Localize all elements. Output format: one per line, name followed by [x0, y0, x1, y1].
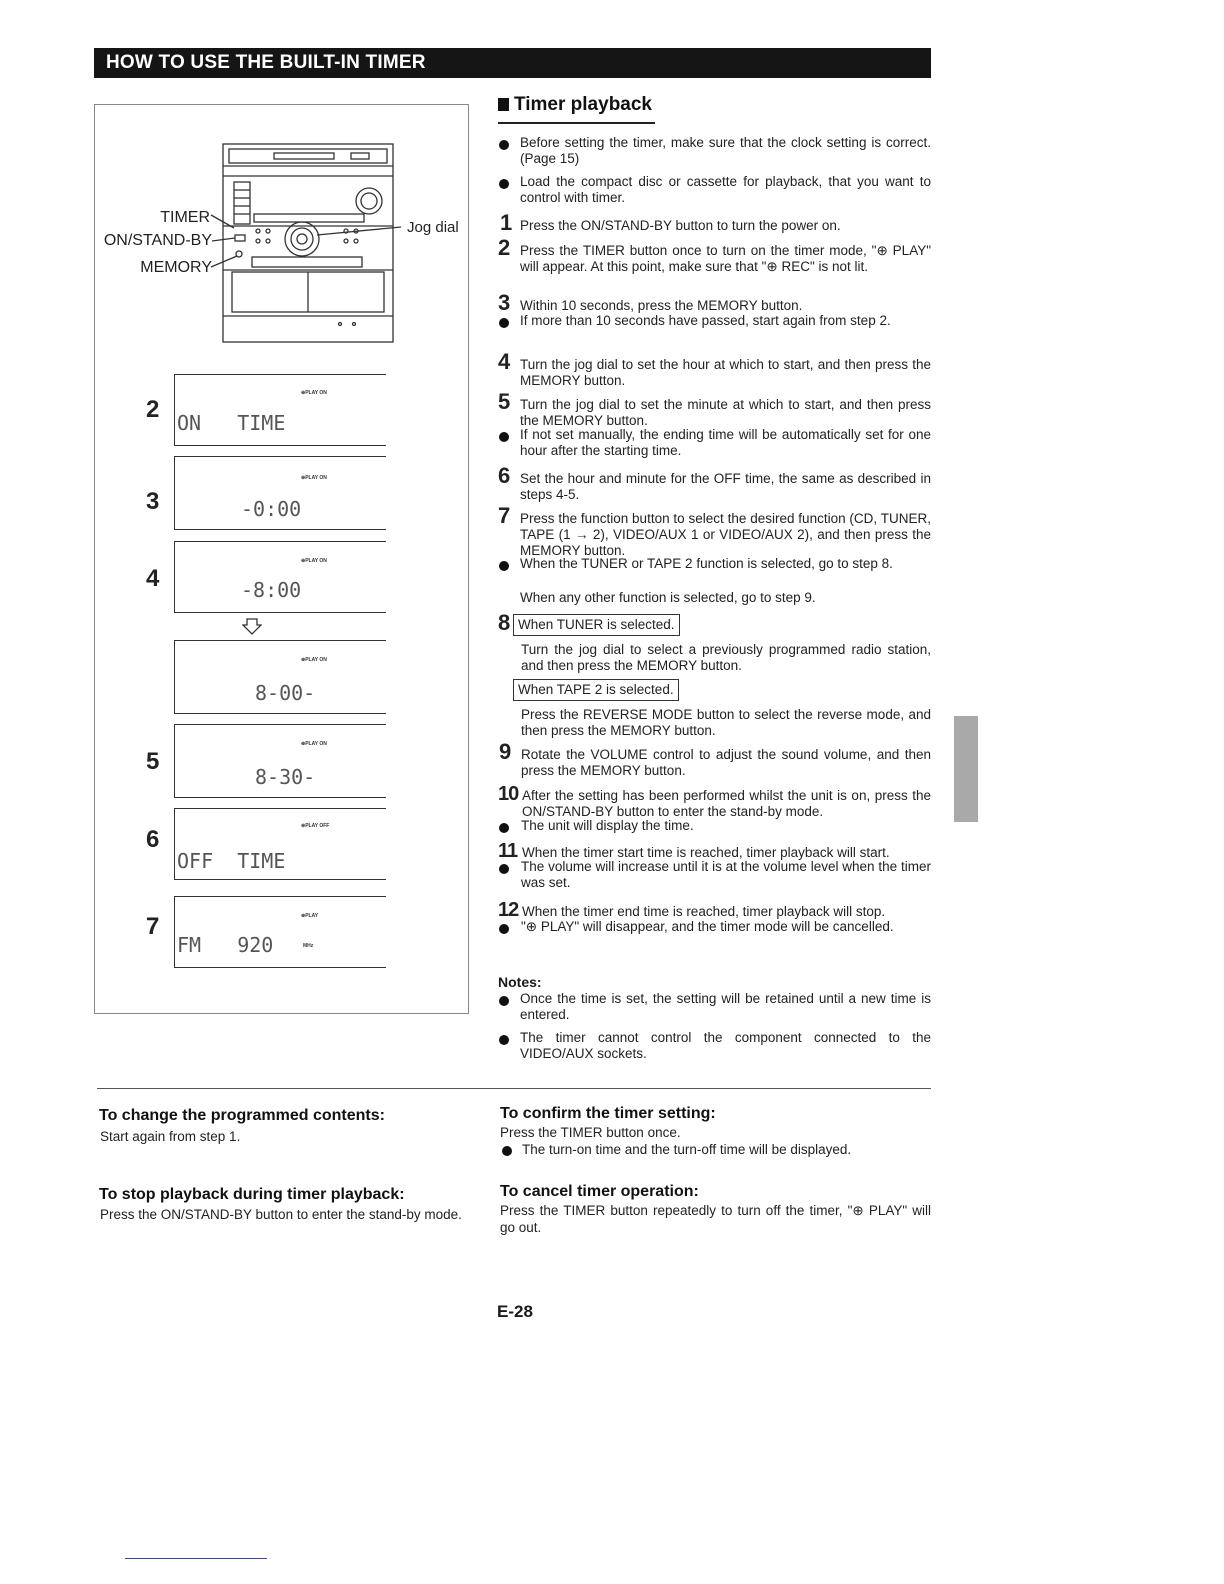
step-text: Press the REVERSE MODE button to select the reverse mode, and then press the MEMORY button. [521, 707, 931, 738]
lcd-indicator: ⊕PLAY ON [301, 558, 327, 564]
stop-playback-heading: To stop playback during timer playback: [99, 1186, 405, 1203]
bottom-rule [125, 1558, 267, 1559]
title-underline [498, 122, 655, 124]
bullet-dot-icon [499, 996, 509, 1006]
change-contents-text: Start again from step 1. [100, 1129, 241, 1144]
step-number: 12 [498, 899, 519, 921]
lcd-display [174, 374, 386, 446]
step-text: When any other function is selected, go to step 9. [520, 590, 816, 605]
bullet-dot-icon [499, 864, 509, 874]
timer-label: TIMER [160, 209, 210, 226]
step-number: 9 [499, 739, 512, 764]
jog-dial-label: Jog dial [407, 219, 459, 236]
condition-box: When TUNER is selected. [513, 614, 680, 636]
step-number: 11 [498, 840, 518, 862]
memory-label: MEMORY [140, 259, 212, 276]
cancel-timer-heading: To cancel timer operation: [500, 1183, 699, 1200]
step-bullet: "⊕ PLAY" will disappear, and the timer mode will be cancelled. [521, 919, 894, 934]
lcd-text: ON TIME [177, 411, 286, 435]
step-bullet: The volume will increase until it is at the volume level when the timer was set. [521, 859, 931, 890]
page-number: E-28 [497, 1302, 533, 1321]
lcd-indicator: ⊕PLAY [301, 913, 319, 919]
section-header-bar [94, 48, 931, 78]
notes-title: Notes: [498, 974, 542, 990]
display-step-number: 7 [146, 913, 160, 940]
lcd-indicator: ⊕PLAY ON [301, 390, 327, 396]
step-bullet: If more than 10 seconds have passed, start again from step 2. [520, 313, 891, 328]
lcd-text: 8-30- [255, 765, 316, 789]
section-title-text: Timer playback [514, 94, 653, 115]
condition-box: When TAPE 2 is selected. [513, 679, 679, 701]
step-number: 10 [498, 783, 519, 805]
lcd-text: -8:00 [241, 578, 302, 602]
confirm-setting-bullet: The turn-on time and the turn-off time will be displayed. [522, 1142, 852, 1157]
lcd-text: -0:00 [241, 497, 302, 521]
step-number: 1 [500, 210, 513, 235]
lcd-indicator: ⊕PLAY ON [301, 475, 327, 481]
lcd-unit: MHz [303, 943, 314, 949]
step-bullet: The unit will display the time. [521, 818, 694, 833]
note-item: Once the time is set, the setting will be retained until a new time is entered. [520, 991, 931, 1022]
step-number: 8 [498, 610, 511, 635]
step-bullet: When the TUNER or TAPE 2 function is selected, go to step 8. [520, 556, 893, 571]
step-number: 4 [498, 349, 511, 374]
step-text: Within 10 seconds, press the MEMORY button. [520, 298, 803, 313]
lcd-display [174, 808, 386, 880]
step-number: 5 [498, 389, 511, 414]
display-step-number: 2 [146, 396, 160, 423]
step-number: 6 [498, 463, 511, 488]
step-number: 2 [498, 235, 511, 260]
note-item: The timer cannot control the component connected to the VIDEO/AUX sockets. [520, 1030, 931, 1061]
step-text: Turn the jog dial to select a previously programmed radio station, and then press the MEMORY button. [521, 642, 931, 673]
section-header-title: HOW TO USE THE BUILT-IN TIMER [106, 52, 426, 73]
step-text: Turn the jog dial to set the minute at which to start, and then press the MEMORY button. [520, 397, 931, 428]
display-step-number: 4 [146, 565, 160, 592]
step-text: Press the ON/STAND-BY button to turn the power on. [520, 218, 841, 233]
change-contents-heading: To change the programmed contents: [99, 1107, 385, 1124]
section-title [498, 94, 652, 116]
section-divider [97, 1088, 931, 1089]
step-number: 3 [498, 290, 511, 315]
lcd-text: OFF TIME [177, 849, 286, 873]
step-text: Turn the jog dial to set the hour at which to start, and then press the MEMORY button. [520, 357, 931, 388]
side-tab-marker [954, 716, 978, 822]
cancel-timer-text: Press the TIMER button repeatedly to turn off the timer, "⊕ PLAY" will go out. [500, 1203, 931, 1235]
lcd-indicator: ⊕PLAY ON [301, 741, 327, 747]
bullet-dot-icon [499, 140, 509, 150]
step-text: When the timer start time is reached, timer playback will start. [522, 845, 890, 860]
lcd-display [174, 896, 386, 968]
lcd-text: FM 920 [177, 933, 274, 957]
lcd-display [174, 724, 386, 798]
confirm-setting-heading: To confirm the timer setting: [500, 1105, 716, 1122]
square-bullet-icon [498, 98, 509, 111]
on-standby-label: ON/STAND-BY [103, 232, 212, 249]
step-text: After the setting has been performed whilst the unit is on, press the ON/STAND-BY button to enter the stand-by mode. [522, 788, 931, 819]
lcd-display [174, 541, 386, 613]
step-text: Press the TIMER button once to turn on the timer mode, "⊕ PLAY" will appear. At this point, make sure that "⊕ REC" is not lit. [520, 243, 931, 274]
bullet-dot-icon [499, 823, 509, 833]
down-arrow-icon [242, 618, 262, 636]
step-text: Press the function button to select the desired function (CD, TUNER, TAPE (1 → 2), VIDEO/AUX 1 or VIDEO/AUX 2), and then press the MEMORY button. [520, 511, 931, 558]
stop-playback-text: Press the ON/STAND-BY button to enter the stand-by mode. [100, 1207, 462, 1222]
lcd-text: 8-00- [255, 681, 316, 705]
bullet-dot-icon [499, 318, 509, 328]
intro-bullet: Before setting the timer, make sure that the clock setting is correct. (Page 15) [520, 135, 931, 166]
display-step-number: 3 [146, 488, 160, 515]
lcd-display [174, 640, 386, 714]
display-step-number: 6 [146, 826, 160, 853]
step-text: Set the hour and minute for the OFF time, the same as described in steps 4-5. [520, 471, 931, 502]
bullet-dot-icon [499, 432, 509, 442]
step-text: When the timer end time is reached, timer playback will stop. [522, 904, 886, 919]
bullet-dot-icon [499, 1035, 509, 1045]
bullet-dot-icon [499, 561, 509, 571]
bullet-dot-icon [499, 924, 509, 934]
display-step-number: 5 [146, 748, 160, 775]
intro-bullet: Load the compact disc or cassette for playback, that you want to control with timer. [520, 174, 931, 205]
step-text: Rotate the VOLUME control to adjust the sound volume, and then press the MEMORY button. [521, 747, 931, 778]
step-bullet: If not set manually, the ending time will be automatically set for one hour after the starting time. [520, 427, 931, 458]
lcd-indicator: ⊕PLAY OFF [301, 823, 330, 829]
lcd-indicator: ⊕PLAY ON [301, 657, 327, 663]
confirm-setting-text: Press the TIMER button once. [500, 1125, 681, 1140]
bullet-dot-icon [499, 179, 509, 189]
step-number: 7 [498, 503, 511, 528]
bullet-dot-icon [502, 1146, 512, 1156]
lcd-display [174, 456, 386, 530]
